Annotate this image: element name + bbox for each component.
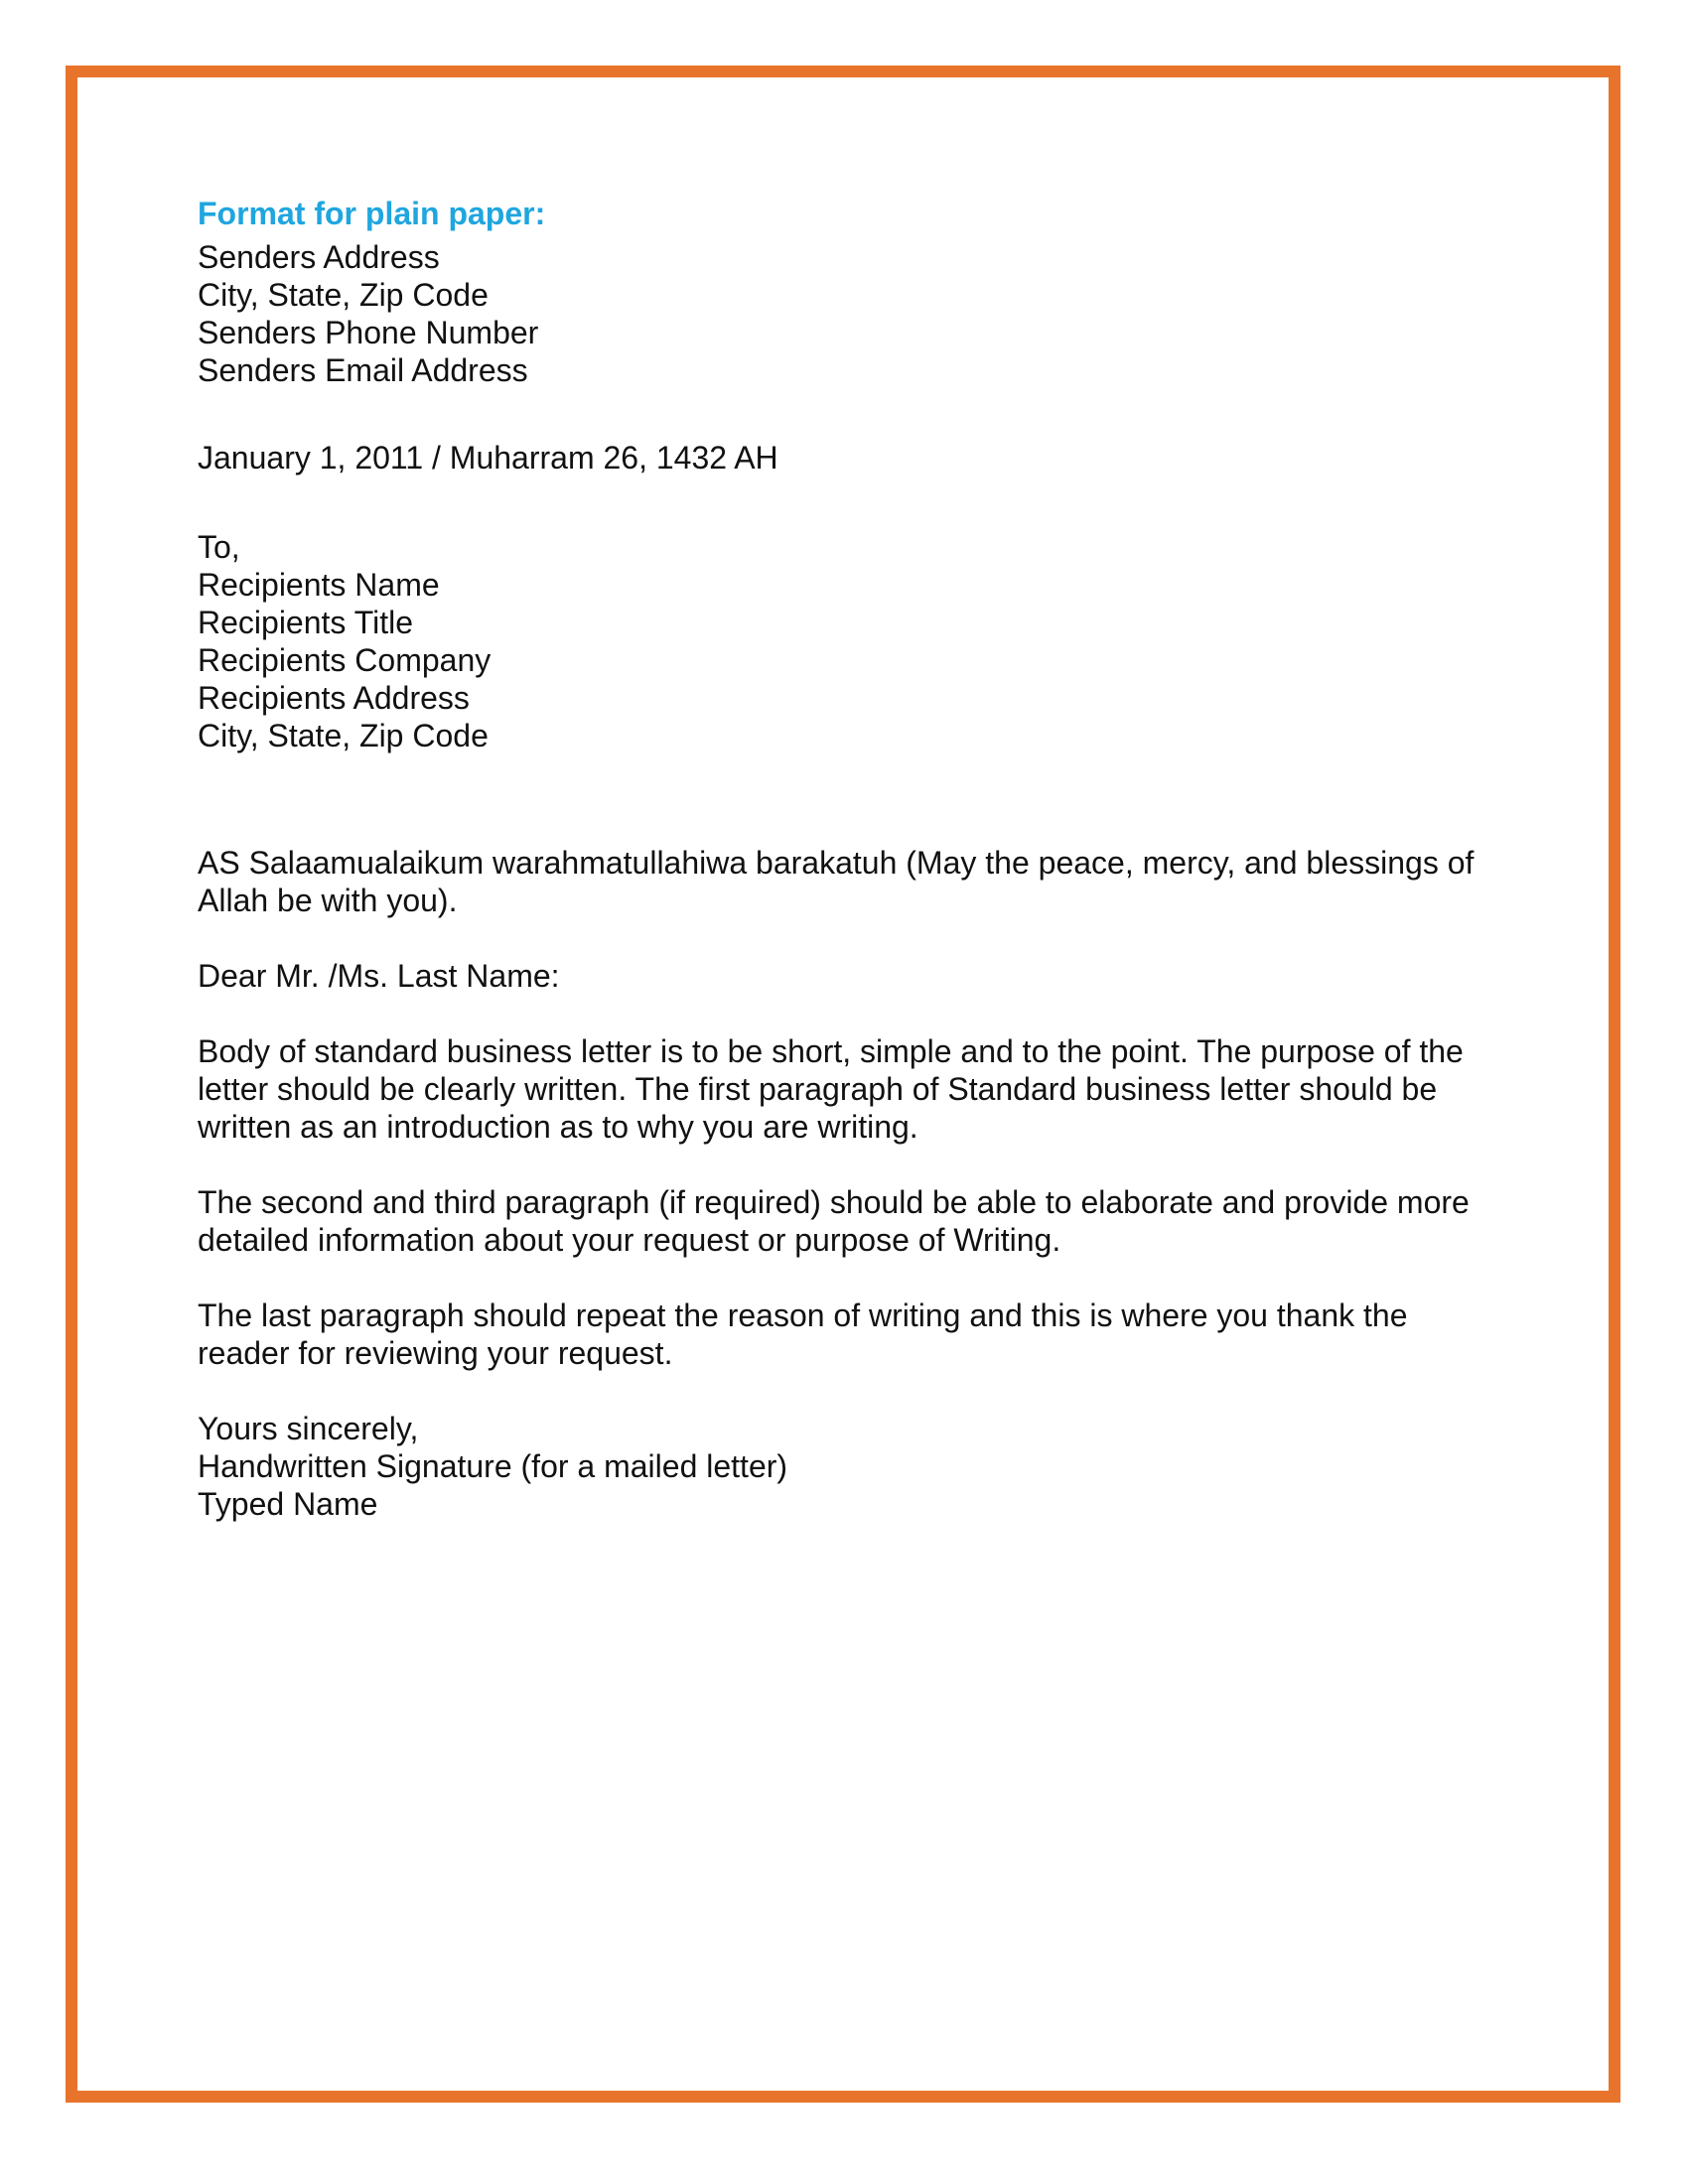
body-paragraph: The second and third paragraph (if required) should be able to elaborate and provide more detailed information about your request or purpose of Writing. (198, 1184, 1470, 1258)
salutation: Dear Mr. /Ms. Last Name: (198, 958, 560, 994)
sender-block (198, 238, 1488, 389)
recipient-name: Recipients Name (198, 567, 440, 603)
sender-phone: Senders Phone Number (198, 315, 539, 350)
closing-block (198, 1410, 1488, 1523)
recipient-block (198, 528, 1488, 754)
sender-address: Senders Address (198, 239, 440, 275)
signature-line: Handwritten Signature (for a mailed letter) (198, 1448, 788, 1484)
recipient-city-state-zip: City, State, Zip Code (198, 718, 489, 753)
body-paragraph: The last paragraph should repeat the reason of writing and this is where you thank the reader for reviewing your request. (198, 1297, 1408, 1371)
sender-city-state-zip: City, State, Zip Code (198, 277, 489, 313)
recipient-to: To, (198, 529, 240, 565)
letter-body (198, 195, 1488, 1523)
body-paragraph: Body of standard business letter is to be short, simple and to the point. The purpose of the letter should be clearly written. The first paragraph of Standard business letter should be written as an introduction as to why you are writing. (198, 1033, 1464, 1145)
recipient-address: Recipients Address (198, 680, 470, 716)
complimentary-close: Yours sincerely, (198, 1411, 419, 1446)
islamic-greeting: AS Salaamualaikum warahmatullahiwa barakatuh (May the peace, mercy, and blessings of Allah be with you). (198, 845, 1475, 918)
typed-name: Typed Name (198, 1486, 378, 1522)
letter-date: January 1, 2011 / Muharram 26, 1432 AH (198, 440, 778, 476)
format-heading: Format for plain paper: (198, 196, 546, 231)
recipient-company: Recipients Company (198, 642, 492, 678)
sender-email: Senders Email Address (198, 352, 528, 388)
recipient-title: Recipients Title (198, 605, 413, 640)
